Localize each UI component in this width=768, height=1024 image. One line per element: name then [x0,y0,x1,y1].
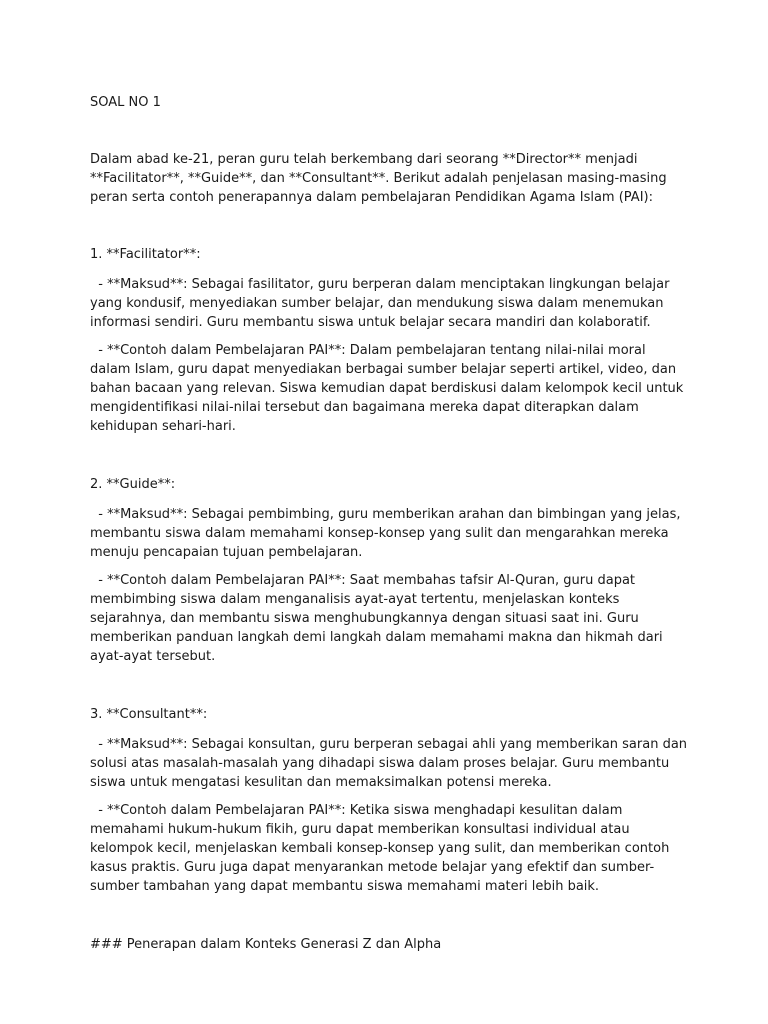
facilitator-contoh: - **Contoh dalam Pembelajaran PAI**: Dalam pembelajaran tentang nilai-nilai moral dalam Islam, guru dapat menyediakan berbagai sumber belajar seperti artikel, video, dan bahan bacaan yang relevan. Siswa kemudian dapat berdiskusi dalam kelompok kecil untuk mengidentifikasi nilai-nilai tersebut dan bagaimana mereka dapat diterapkan dalam kehidupan sehari-hari. [90,343,688,434]
document-body [90,93,690,965]
footer-heading: ### Penerapan dalam Konteks Generasi Z dan Alpha [90,937,442,952]
consultant-maksud: - **Maksud**: Sebagai konsultan, guru berperan sebagai ahli yang memberikan saran dan solusi atas masalah-masalah yang dihadapi siswa dalam proses belajar. Guru membantu siswa untuk mengatasi kesulitan dan memaksimalkan potensi mereka. [90,737,692,790]
guide-maksud: - **Maksud**: Sebagai pembimbing, guru memberikan arahan dan bimbingan yang jelas, membantu siswa dalam memahami konsep-konsep yang sulit dan mengarahkan mereka menuju pencapaian tujuan pembelajaran. [90,507,685,560]
guide-contoh: - **Contoh dalam Pembelajaran PAI**: Saat membahas tafsir Al-Quran, guru dapat membimbing siswa dalam menganalisis ayat-ayat tertentu, menjelaskan konteks sejarahnya, dan membantu siswa menghubungkannya dengan situasi saat ini. Guru memberikan panduan langkah demi langkah dalam memahami makna dan hikmah dari ayat-ayat tersebut. [90,573,667,664]
consultant-contoh: - **Contoh dalam Pembelajaran PAI**: Ketika siswa menghadapi kesulitan dalam memahami hukum-hukum fikih, guru dapat memberikan konsultasi individual atau kelompok kecil, menjelaskan kembali konsep-konsep yang sulit, dan memberikan contoh kasus praktis. Guru juga dapat menyarankan metode belajar yang efektif dan sumber-sumber tambahan yang dapat membantu siswa memahami materi lebih baik. [90,803,674,894]
section-heading-facilitator: 1. **Facilitator**: [90,247,201,262]
intro-paragraph: Dalam abad ke-21, peran guru telah berkembang dari seorang **Director** menjadi **Facilitator**, **Guide**, dan **Consultant**. Berikut adalah penjelasan masing-masing peran serta contoh penerapannya dalam pembelajaran Pendidikan Agama Islam (PAI): [90,152,671,205]
section-heading-guide: 2. **Guide**: [90,477,176,492]
section-heading-consultant: 3. **Consultant**: [90,707,208,722]
document-title: SOAL NO 1 [90,95,161,110]
facilitator-maksud: - **Maksud**: Sebagai fasilitator, guru berperan dalam menciptakan lingkungan belajar yang kondusif, menyediakan sumber belajar, dan mendukung siswa dalam menemukan informasi sendiri. Guru membantu siswa untuk belajar secara mandiri dan kolaboratif. [90,277,674,330]
